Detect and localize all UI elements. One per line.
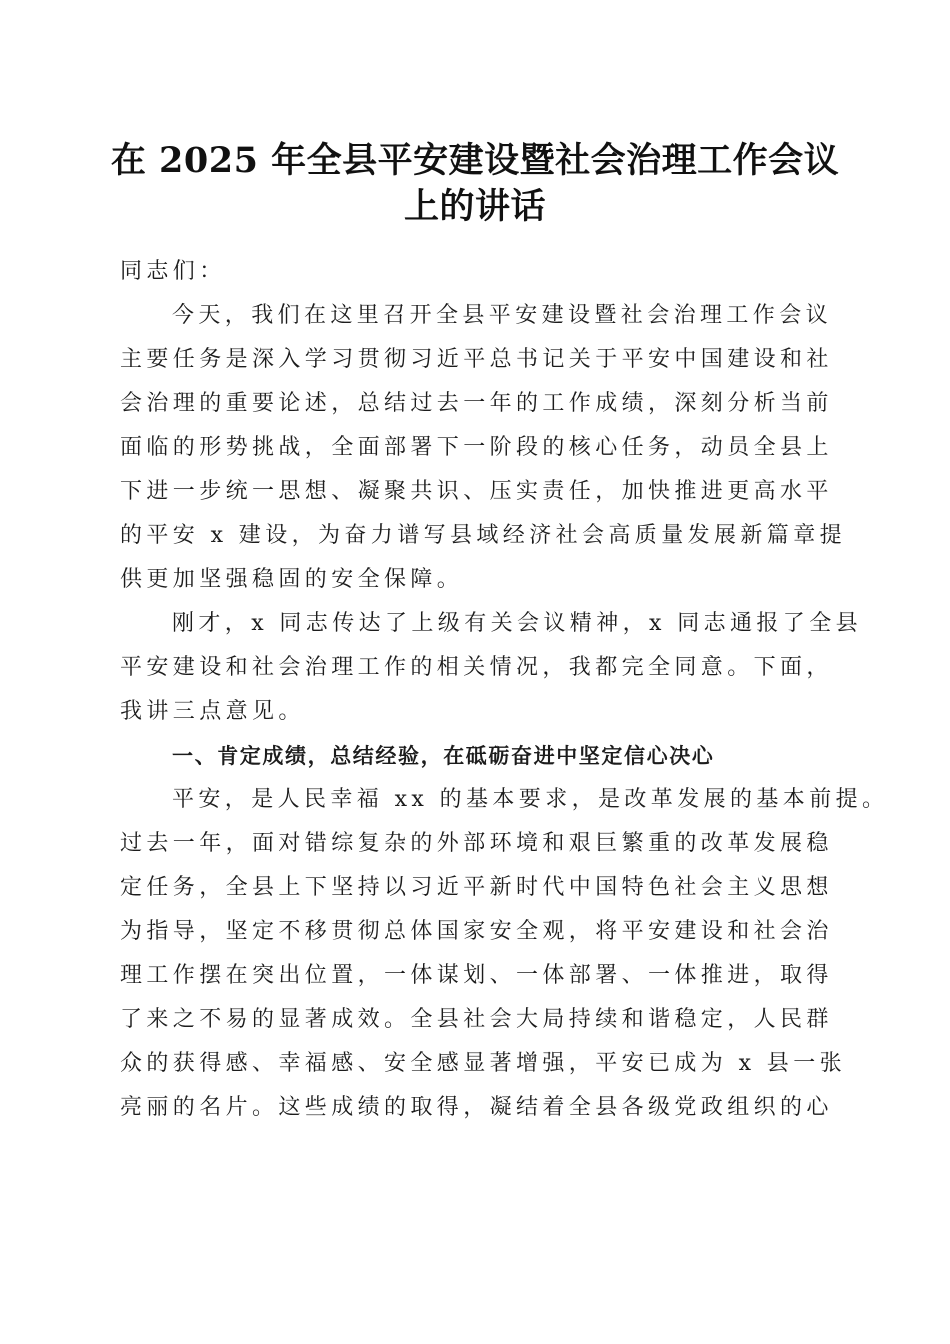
paragraph-line: 了来之不易的显著成效。全县社会大局持续和谐稳定，人民群 bbox=[120, 1007, 833, 1032]
document-title bbox=[100, 138, 850, 230]
title-line-1: 在 2025 年全县平安建设暨社会治理工作会议 bbox=[110, 140, 840, 181]
paragraph-line: 亮丽的名片。这些成绩的取得，凝结着全县各级党政组织的心 bbox=[120, 1095, 833, 1120]
paragraph-line: 理工作摆在突出位置，一体谋划、一体部署、一体推进，取得 bbox=[120, 963, 833, 988]
paragraph-line: 我讲三点意见。 bbox=[120, 699, 305, 724]
salutation: 同志们： bbox=[120, 259, 226, 284]
title-line-2: 上的讲话 bbox=[403, 186, 546, 227]
paragraph-line: 过去一年，面对错综复杂的外部环境和艰巨繁重的改革发展稳 bbox=[120, 831, 833, 856]
document-body bbox=[120, 250, 889, 1130]
paragraph-line: 供更加坚强稳固的安全保障。 bbox=[120, 567, 464, 592]
paragraph-line: 定任务，全县上下坚持以习近平新时代中国特色社会主义思想 bbox=[120, 875, 833, 900]
paragraph-line: 下进一步统一思想、凝聚共识、压实责任，加快推进更高水平 bbox=[120, 479, 833, 504]
paragraph-line: 会治理的重要论述，总结过去一年的工作成绩，深刻分析当前 bbox=[120, 391, 833, 416]
paragraph-line: 众的获得感、幸福感、安全感显著增强，平安已成为 x 县一张 bbox=[120, 1051, 846, 1076]
paragraph-line: 面临的形势挑战，全面部署下一阶段的核心任务，动员全县上 bbox=[120, 435, 833, 460]
paragraph-line: 主要任务是深入学习贯彻习近平总书记关于平安中国建设和社 bbox=[120, 347, 833, 372]
paragraph-line: 的平安 x 建设，为奋力谱写县域经济社会高质量发展新篇章提 bbox=[120, 523, 846, 548]
section-heading: 一、肯定成绩，总结经验，在砥砺奋进中坚定信心决心 bbox=[172, 744, 715, 768]
paragraph-line: 今天，我们在这里召开全县平安建设暨社会治理工作会议 bbox=[172, 303, 833, 328]
paragraph-line: 刚才，x 同志传达了上级有关会议精神，x 同志通报了全县 bbox=[172, 611, 863, 636]
paragraph-line: 平安建设和社会治理工作的相关情况，我都完全同意。下面， bbox=[120, 655, 833, 680]
paragraph-line: 为指导，坚定不移贯彻总体国家安全观，将平安建设和社会治 bbox=[120, 919, 833, 944]
paragraph-line: 平安，是人民幸福 xx 的基本要求，是改革发展的基本前提。 bbox=[172, 787, 889, 812]
